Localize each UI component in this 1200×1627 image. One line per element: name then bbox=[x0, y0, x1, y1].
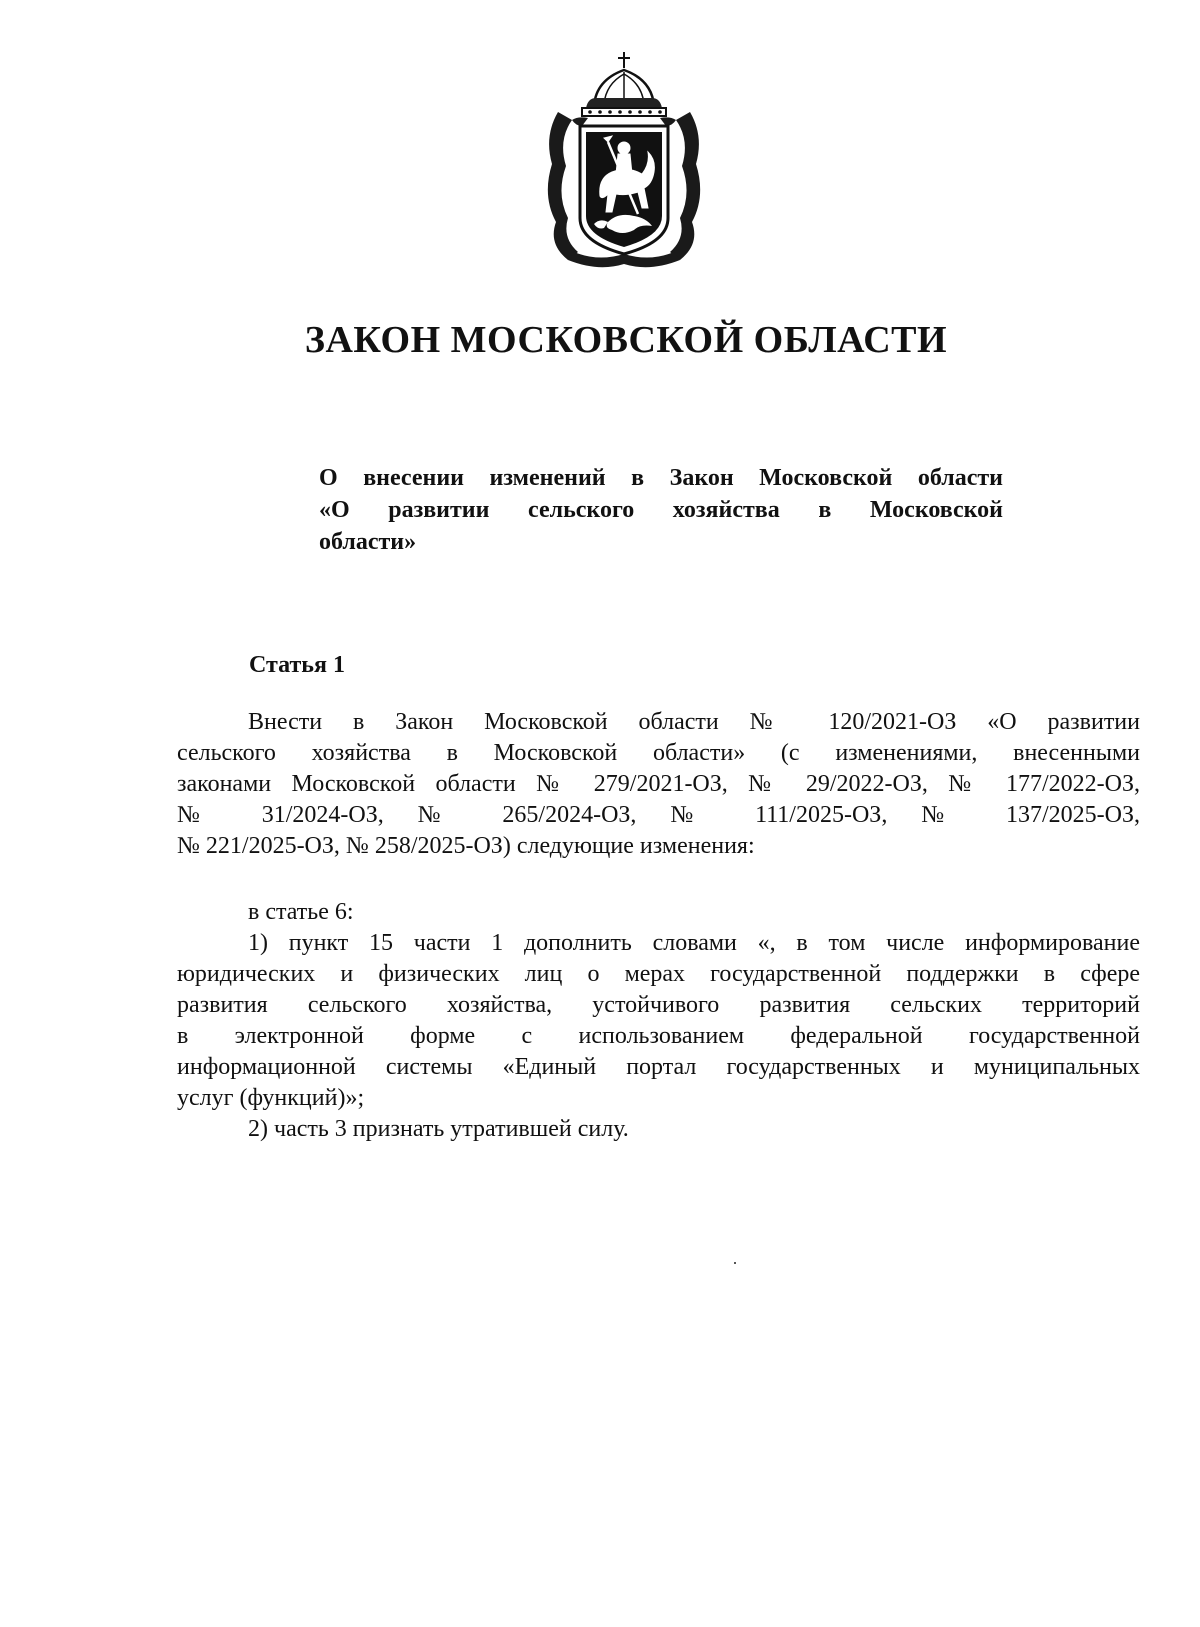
amendment-item-2: 2) часть 3 признать утратившей силу. bbox=[248, 1116, 629, 1142]
paragraph-line: услуг (функций)»; bbox=[177, 1085, 365, 1111]
paragraph-line: юридических и физических лиц о мерах государственной поддержки в сфере bbox=[177, 961, 1140, 987]
document-subtitle bbox=[319, 462, 1003, 558]
coat-of-arms-emblem bbox=[538, 46, 710, 276]
crown-icon bbox=[582, 70, 666, 116]
paragraph-line: сельского хозяйства в Московской области» (с изменениями, внесенными bbox=[177, 740, 1140, 766]
crown-cross-icon bbox=[618, 52, 630, 68]
scan-speck bbox=[734, 1262, 736, 1264]
article-intro-paragraph bbox=[177, 707, 1140, 862]
amendment-item-1: 1) пункт 15 части 1 дополнить словами «, в том числе информирование bbox=[248, 930, 1140, 956]
subtitle-line: «О развитии сельского хозяйства в Московской bbox=[319, 497, 1003, 523]
paragraph-line: № 31/2024-ОЗ, № 265/2024-ОЗ, № 111/2025-ОЗ, № 137/2025-ОЗ, bbox=[177, 802, 1140, 828]
amendment-intro: в статье 6: bbox=[248, 899, 354, 925]
amendments-list bbox=[177, 897, 1140, 1145]
paragraph-line: информационной системы «Единый портал государственных и муниципальных bbox=[177, 1054, 1140, 1080]
article-heading: Статья 1 bbox=[249, 652, 345, 678]
paragraph-line: развития сельского хозяйства, устойчивого развития сельских территорий bbox=[177, 992, 1140, 1018]
paragraph-line: № 221/2025-ОЗ, № 258/2025-ОЗ) следующие изменения: bbox=[177, 833, 755, 859]
paragraph-line: законами Московской области № 279/2021-ОЗ, № 29/2022-ОЗ, № 177/2022-ОЗ, bbox=[177, 771, 1140, 797]
subtitle-line: О внесении изменений в Закон Московской области bbox=[319, 465, 1003, 491]
paragraph-line: Внести в Закон Московской области № 120/2021-ОЗ «О развитии bbox=[248, 709, 1140, 735]
subtitle-line: области» bbox=[319, 529, 417, 555]
paragraph-line: в электронной форме с использованием федеральной государственной bbox=[177, 1023, 1140, 1049]
page-title: ЗАКОН МОСКОВСКОЙ ОБЛАСТИ bbox=[304, 319, 948, 361]
